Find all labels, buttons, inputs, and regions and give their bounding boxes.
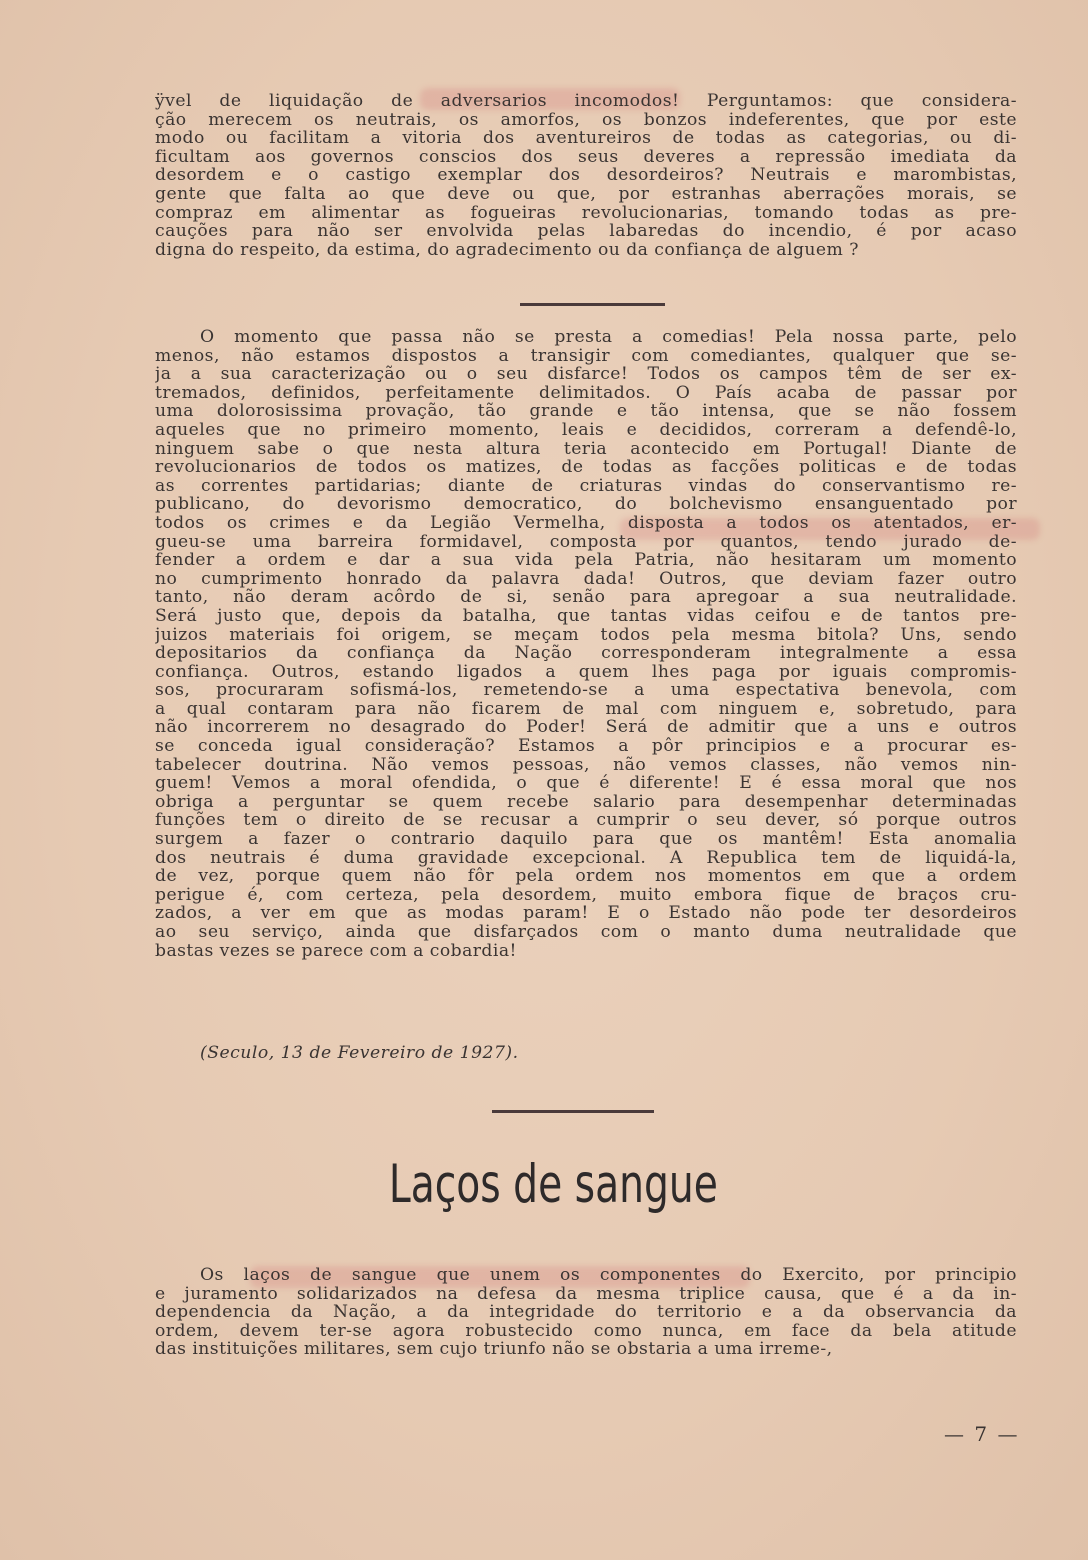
text-line: publicano, do devorismo democratico, do bolchevismo ensanguentado por <box>155 495 1017 514</box>
text-line: revolucionarios de todos os matizes, de todas as facções politicas e de todas <box>155 458 1017 477</box>
text-line: a qual contaram para não ficarem de mal com ninguem e, sobretudo, para <box>155 699 1017 719</box>
text-line: Os laços de sangue que unem os componentes do Exercito, por principio <box>200 1266 1017 1285</box>
text-line: Será justo que, depois da batalha, que tantas vidas ceifou e de tantos pre- <box>155 606 1017 626</box>
text-line: gueu-se uma barreira formidavel, composta por quantos, tendo jurado de- <box>155 532 1017 552</box>
text-line: cauções para não ser envolvida pelas labaredas do incendio, é por acaso <box>155 222 1017 241</box>
text-line: digna do respeito, da estima, do agradecimento ou da confiança de alguem ? <box>155 240 859 260</box>
citation: (Seculo, 13 de Fevereiro de 1927). <box>200 1043 519 1063</box>
text-line: menos, não estamos dispostos a transigir com comediantes, qualquer que se- <box>155 346 1017 366</box>
text-line: bastas vezes se parece com a cobardia! <box>155 941 517 961</box>
text-line: tabelecer doutrina. Não vemos pessoas, não vemos classes, não vemos nin- <box>155 755 1017 775</box>
text-line: ficultam aos governos conscios dos seus deveres a repressão imediata da <box>155 147 1017 167</box>
text-line: ao seu serviço, ainda que disfarçados com o manto duma neutralidade que <box>155 923 1017 942</box>
section-divider <box>520 303 665 306</box>
text-line: ja a sua caracterização ou o seu disfarce! Todos os campos têm de ser ex- <box>155 365 1017 384</box>
text-line: juizos materiais foi origem, se meçam todos pela mesma bitola? Uns, sendo <box>155 625 1017 645</box>
paragraph-1 <box>155 92 1017 259</box>
text-line: O momento que passa não se presta a comedias! Pela nossa parte, pelo <box>200 328 1017 347</box>
text-line: confiança. Outros, estando ligados a quem lhes paga por iguais compromis- <box>155 662 1017 682</box>
text-line: modo ou facilitam a vitoria dos aventureiros de todas as categorias, ou di- <box>155 129 1017 148</box>
text-line: surgem a fazer o contrario daquilo para que os mantêm! Esta anomalia <box>155 830 1017 849</box>
text-line: fender a ordem e dar a sua vida pela Patria, não hesitaram um momento <box>155 551 1017 570</box>
text-line: tanto, não deram acôrdo de si, senão para apregoar a sua neutralidade. <box>155 588 1017 607</box>
text-line: tremados, definidos, perfeitamente delimitados. O País acaba de passar por <box>155 383 1017 403</box>
text-line: não incorrerem no desagrado do Poder! Será de admitir que a uns e outros <box>155 718 1017 738</box>
text-line: ção merecem os neutrais, os amorfos, os bonzos indeferentes, que por este <box>155 110 1017 130</box>
text-line: uma dolorosissima provação, tão grande e tão intensa, que se não fossem <box>155 402 1017 421</box>
text-line: guem! Vemos a moral ofendida, o que é diferente! E é essa moral que nos <box>155 774 1017 793</box>
text-line: ordem, devem ter-se agora robustecido como nunca, em face da bela atitude <box>155 1321 1017 1341</box>
text-line: dos neutrais é duma gravidade excepcional. A Republica tem de liquidá-la, <box>155 848 1017 868</box>
text-line: perigue é, com certeza, pela desordem, muito embora fique de braços cru- <box>155 885 1017 905</box>
text-line: gente que falta ao que deve ou que, por estranhas aberrações morais, se <box>155 184 1017 204</box>
text-line: desordem e o castigo exemplar dos desordeiros? Neutrais e marombistas, <box>155 166 1017 185</box>
text-line: depositarios da confiança da Nação corresponderam integralmente a essa <box>155 644 1017 663</box>
text-line: funções tem o direito de se recusar a cumprir o seu dever, só porque outros <box>155 811 1017 831</box>
text-line: ninguem sabe o que nesta altura teria acontecido em Portugal! Diante de <box>155 439 1017 459</box>
text-line: dependencia da Nação, a da integridade do territorio e a da observancia da <box>155 1303 1017 1322</box>
text-line: no cumprimento honrado da palavra dada! Outros, que deviam fazer outro <box>155 569 1017 589</box>
text-line: as correntes partidarias; diante de criaturas vindas do conservantismo re- <box>155 476 1017 496</box>
text-line: compraz em alimentar as fogueiras revolucionarias, tomando todas as pre- <box>155 203 1017 223</box>
text-line: todos os crimes e da Legião Vermelha, disposta a todos os atentados, er- <box>155 513 1017 533</box>
text-line: ÿvel de liquidação de adversarios incomodos! Perguntamos: que considera- <box>155 92 1017 111</box>
paragraph-2 <box>155 328 1017 960</box>
text-line: e juramento solidarizados na defesa da mesma triplice causa, que é a da in- <box>155 1284 1017 1304</box>
text-line: aqueles que no primeiro momento, leais e decididos, correram a defendê-lo, <box>155 420 1017 440</box>
paragraph-3 <box>155 1266 1017 1359</box>
text-line: das instituições militares, sem cujo triunfo não se obstaria a uma irreme-, <box>155 1340 833 1359</box>
text-line: de vez, porque quem não fôr pela ordem nos momentos em que a ordem <box>155 867 1017 886</box>
section-divider <box>492 1110 654 1113</box>
text-line: obriga a perguntar se quem recebe salario para desempenhar determinadas <box>155 792 1017 812</box>
section-title: Laços de sangue <box>388 1154 718 1215</box>
text-line: se conceda igual consideração? Estamos a pôr principios e a procurar es- <box>155 737 1017 756</box>
text-line: zados, a ver em que as modas param! E o Estado não pode ter desordeiros <box>155 904 1017 923</box>
page-number: — 7 — <box>944 1422 1020 1446</box>
text-line: sos, procuraram sofismá-los, remetendo-se a uma espectativa benevola, com <box>155 681 1017 700</box>
